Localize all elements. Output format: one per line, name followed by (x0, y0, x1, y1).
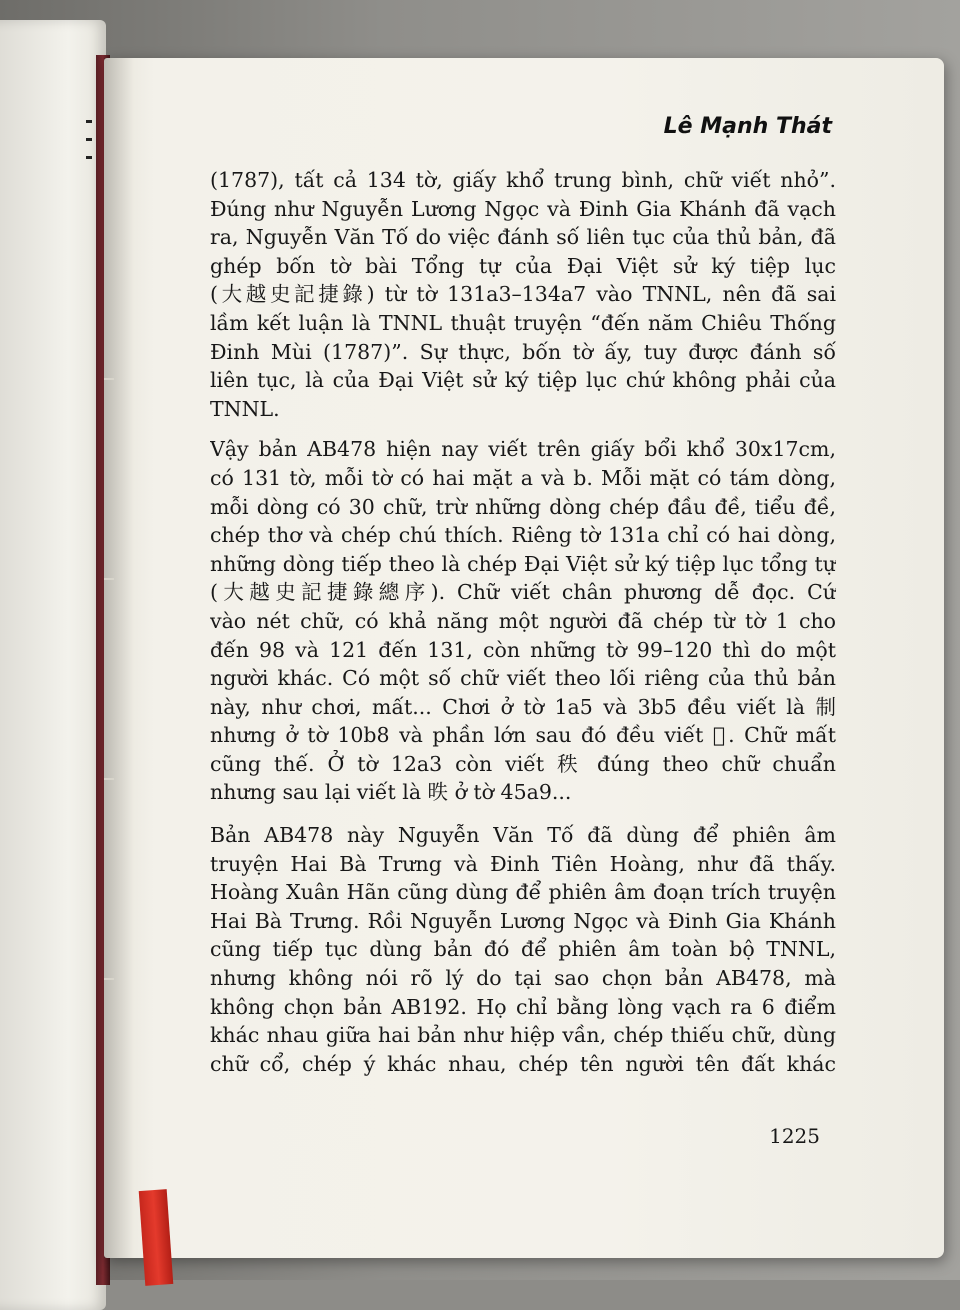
page-body (210, 166, 836, 1078)
text-line: chép thơ và chép chú thích. Riêng tờ 131a chỉ có hai dòng, (210, 523, 836, 548)
ink-mark (86, 138, 92, 141)
text-line: lầm kết luận là TNNL thuật truyện “đến năm Chiêu Thống (210, 310, 836, 335)
page-number: 1225 (769, 1124, 820, 1148)
paragraph-spacing (210, 423, 836, 435)
running-header-author: Lê Mạnh Thát (663, 114, 832, 139)
text-line: Đúng như Nguyễn Lương Ngọc và Đinh Gia Khánh đã vạch (210, 196, 836, 221)
binding-stitch (104, 978, 114, 980)
text-line: người khác. Có một số chữ viết theo lối riêng của thủ bản (210, 666, 836, 691)
text-line: TNNL. (210, 396, 280, 421)
text-line: cũng thế. Ở tờ 12a3 còn viết 秩 đúng theo chữ chuẩn (210, 751, 836, 776)
paragraph-2 (210, 435, 836, 807)
text-line: liên tục, là của Đại Việt sử ký tiệp lục chứ không phải của (210, 368, 836, 393)
paragraph-1 (210, 166, 836, 423)
text-line: Hai Bà Trưng. Rồi Nguyễn Lương Ngọc và Đinh Gia Khánh (210, 908, 836, 933)
paragraph-spacing (210, 807, 836, 821)
text-line: chữ cổ, chép ý khác nhau, chép tên người tên đất khác (210, 1051, 836, 1076)
page-gutter-shadow (104, 58, 134, 1258)
text-line: ra, Nguyễn Văn Tố do việc đánh số liên tục của thủ bản, đã (210, 225, 836, 250)
text-line: nhưng ở tờ 10b8 và phần lớn sau đó đều viết 𪜀. Chữ mất (210, 723, 836, 748)
paragraph-3 (210, 821, 836, 1078)
text-line: Bản AB478 này Nguyễn Văn Tố đã dùng để phiên âm (210, 823, 836, 848)
text-line: nhưng không nói rõ lý do tại sao chọn bản AB478, mà (210, 966, 836, 991)
text-line: có 131 tờ, mỗi tờ có hai mặt a và b. Mỗi mặt có tám dòng, (210, 465, 836, 490)
text-line: (大越史記捷錄總序). Chữ viết chân phương dễ đọc. Cứ (210, 580, 836, 605)
text-line: mỗi dòng có 30 chữ, trừ những dòng chép đầu đề, tiểu đề, (210, 494, 836, 519)
text-line: Đinh Mùi (1787)”. Sự thực, bốn tờ ấy, tuy được đánh số (210, 339, 836, 364)
text-line: cũng tiếp tục dùng bản đó để phiên âm toàn bộ TNNL, (210, 937, 836, 962)
text-line: (大越史記捷錄) từ tờ 131a3–134a7 vào TNNL, nên đã sai (210, 282, 836, 307)
text-line: nhưng sau lại viết là 昳 ở tờ 45a9... (210, 780, 572, 805)
binding-stitch (104, 778, 114, 780)
text-line: Hoàng Xuân Hãn cũng dùng để phiên âm đoạn trích truyện (210, 880, 836, 905)
book-page (104, 58, 944, 1258)
binding-stitch (104, 378, 114, 380)
text-line: những dòng tiếp theo là chép Đại Việt sử ký tiệp lục tổng tự (210, 551, 836, 576)
text-line: không chọn bản AB192. Họ chỉ bằng lòng vạch ra 6 điểm (210, 994, 836, 1019)
text-line: này, như chơi, mất... Chơi ở tờ 1a5 và 3b5 đều viết là 制 (210, 694, 836, 719)
text-line: ghép bốn tờ bài Tổng tự của Đại Việt sử ký tiệp lục (210, 253, 836, 278)
text-line: truyện Hai Bà Trưng và Đinh Tiên Hoàng, như đã thấy. (210, 851, 836, 876)
text-line: khác nhau giữa hai bản như hiệp vần, chép thiếu chữ, dùng (210, 1023, 836, 1048)
text-line: Vậy bản AB478 hiện nay viết trên giấy bổi khổ 30x17cm, (210, 437, 836, 462)
text-line: đến 98 và 121 đến 131, còn những tờ 99–120 thì do một (210, 637, 836, 662)
left-page-edge (0, 20, 106, 1310)
ink-mark (86, 156, 92, 159)
ink-mark (86, 120, 92, 123)
text-line: (1787), tất cả 134 tờ, giấy khổ trung bình, chữ viết nhỏ”. (210, 168, 836, 192)
text-line: vào nét chữ, có khả năng một người đã chép từ tờ 1 cho (210, 608, 836, 633)
binding-stitch (104, 578, 114, 580)
